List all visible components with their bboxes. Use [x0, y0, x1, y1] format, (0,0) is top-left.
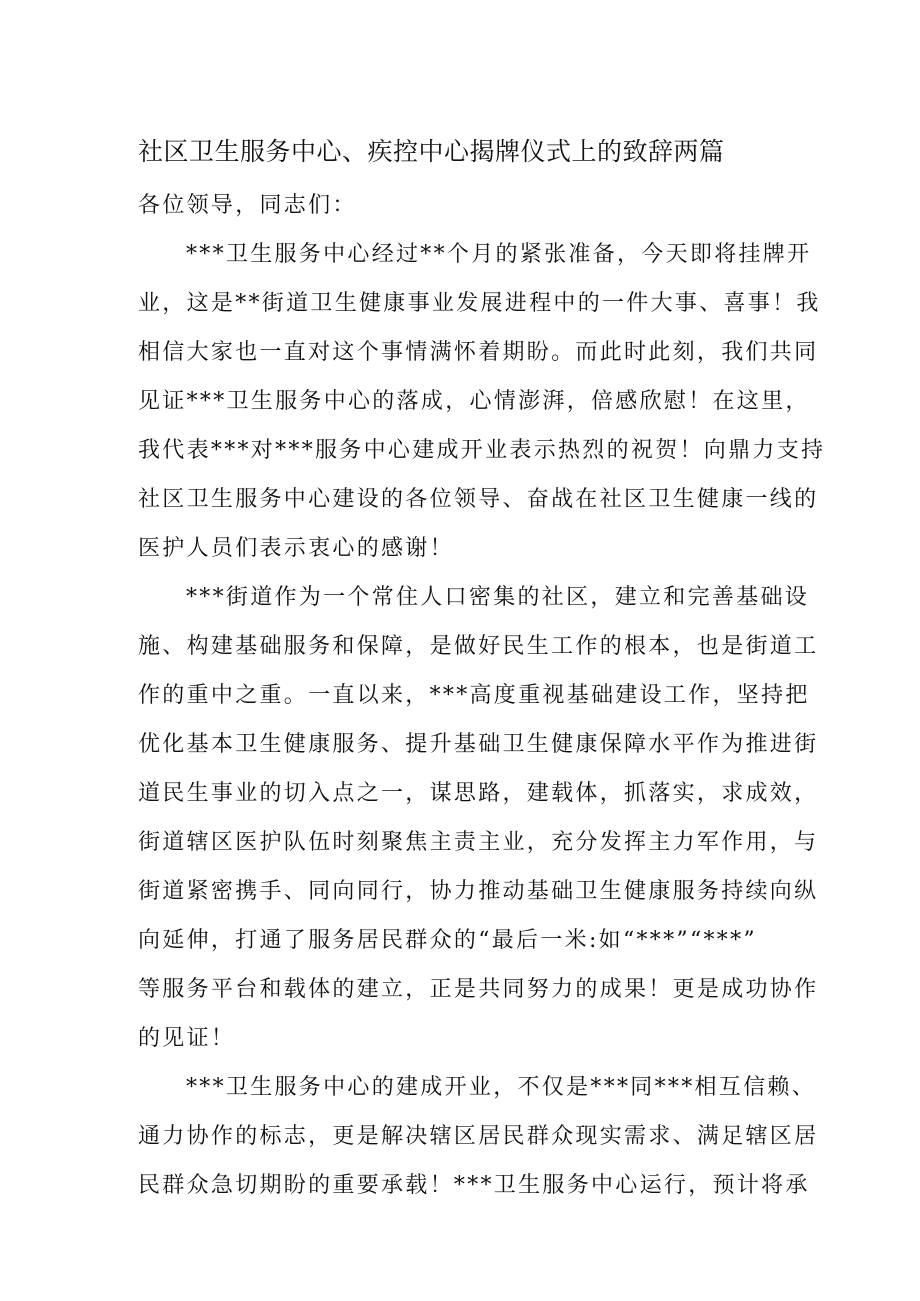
- document-title: 社区卫生服务中心、疾控中心揭牌仪式上的致辞两篇: [138, 137, 725, 166]
- paragraph-1-line-2: 业，这是**街道卫生健康事业发展进程中的一件大事、喜事！我: [138, 291, 821, 316]
- paragraph-2-line-7: 街道紧密携手、同向同行，协力推动基础卫生健康服务持续向纵: [138, 879, 819, 904]
- paragraph-2-line-9: 等服务平台和载体的建立，正是共同努力的成果！更是成功协作: [138, 977, 819, 1002]
- paragraph-2-line-2: 施、构建基础服务和保障，是做好民生工作的根本，也是街道工: [138, 634, 819, 659]
- paragraph-3-line-3: 民群众急切期盼的重要承载！***卫生服务中心运行，预计将承: [138, 1173, 810, 1198]
- paragraph-2-line-4: 优化基本卫生健康服务、提升基础卫生健康保障水平作为推进街: [138, 732, 819, 757]
- paragraph-2-line-3: 作的重中之重。一直以来，***高度重视基础建设工作，坚持把: [138, 683, 810, 708]
- paragraph-2-line-1: ***街道作为一个常住人口密集的社区，建立和完善基础设: [186, 585, 810, 610]
- paragraph-2-line-8: 向延伸，打通了服务居民群众的“最后一米:如“***”“***”: [138, 928, 757, 953]
- paragraph-1-line-5: 我代表***对***服务中心建成开业表示热烈的祝贺！向鼎力支持: [138, 438, 826, 463]
- paragraph-3-line-2: 通力协作的标志，更是解决辖区居民群众现实需求、满足辖区居: [138, 1124, 819, 1149]
- paragraph-1-line-1: ***卫生服务中心经过**个月的紧张准备，今天即将挂牌开: [186, 242, 812, 267]
- paragraph-3-line-1: ***卫生服务中心的建成开业，不仅是***同***相互信赖、: [186, 1075, 817, 1100]
- paragraph-2-line-6: 街道辖区医护队伍时刻聚焦主责主业，充分发挥主力军作用，与: [138, 830, 819, 855]
- paragraph-1-line-6: 社区卫生服务中心建设的各位领导、奋战在社区卫生健康一线的: [138, 487, 819, 512]
- paragraph-2-line-10: 的见证！: [138, 1026, 236, 1051]
- paragraph-1-line-3: 相信大家也一直对这个事情满怀着期盼。而此时此刻，我们共同: [138, 340, 819, 365]
- paragraph-2-line-5: 道民生事业的切入点之一，谋思路，建载体，抓落实，求成效，: [138, 781, 819, 806]
- salutation: 各位领导，同志们：: [138, 193, 357, 218]
- paragraph-1-line-7: 医护人员们表示衷心的感谢！: [138, 536, 454, 561]
- paragraph-1-line-4: 见证***卫生服务中心的落成，心情澎湃，倍感欣慰！在这里，: [138, 389, 810, 414]
